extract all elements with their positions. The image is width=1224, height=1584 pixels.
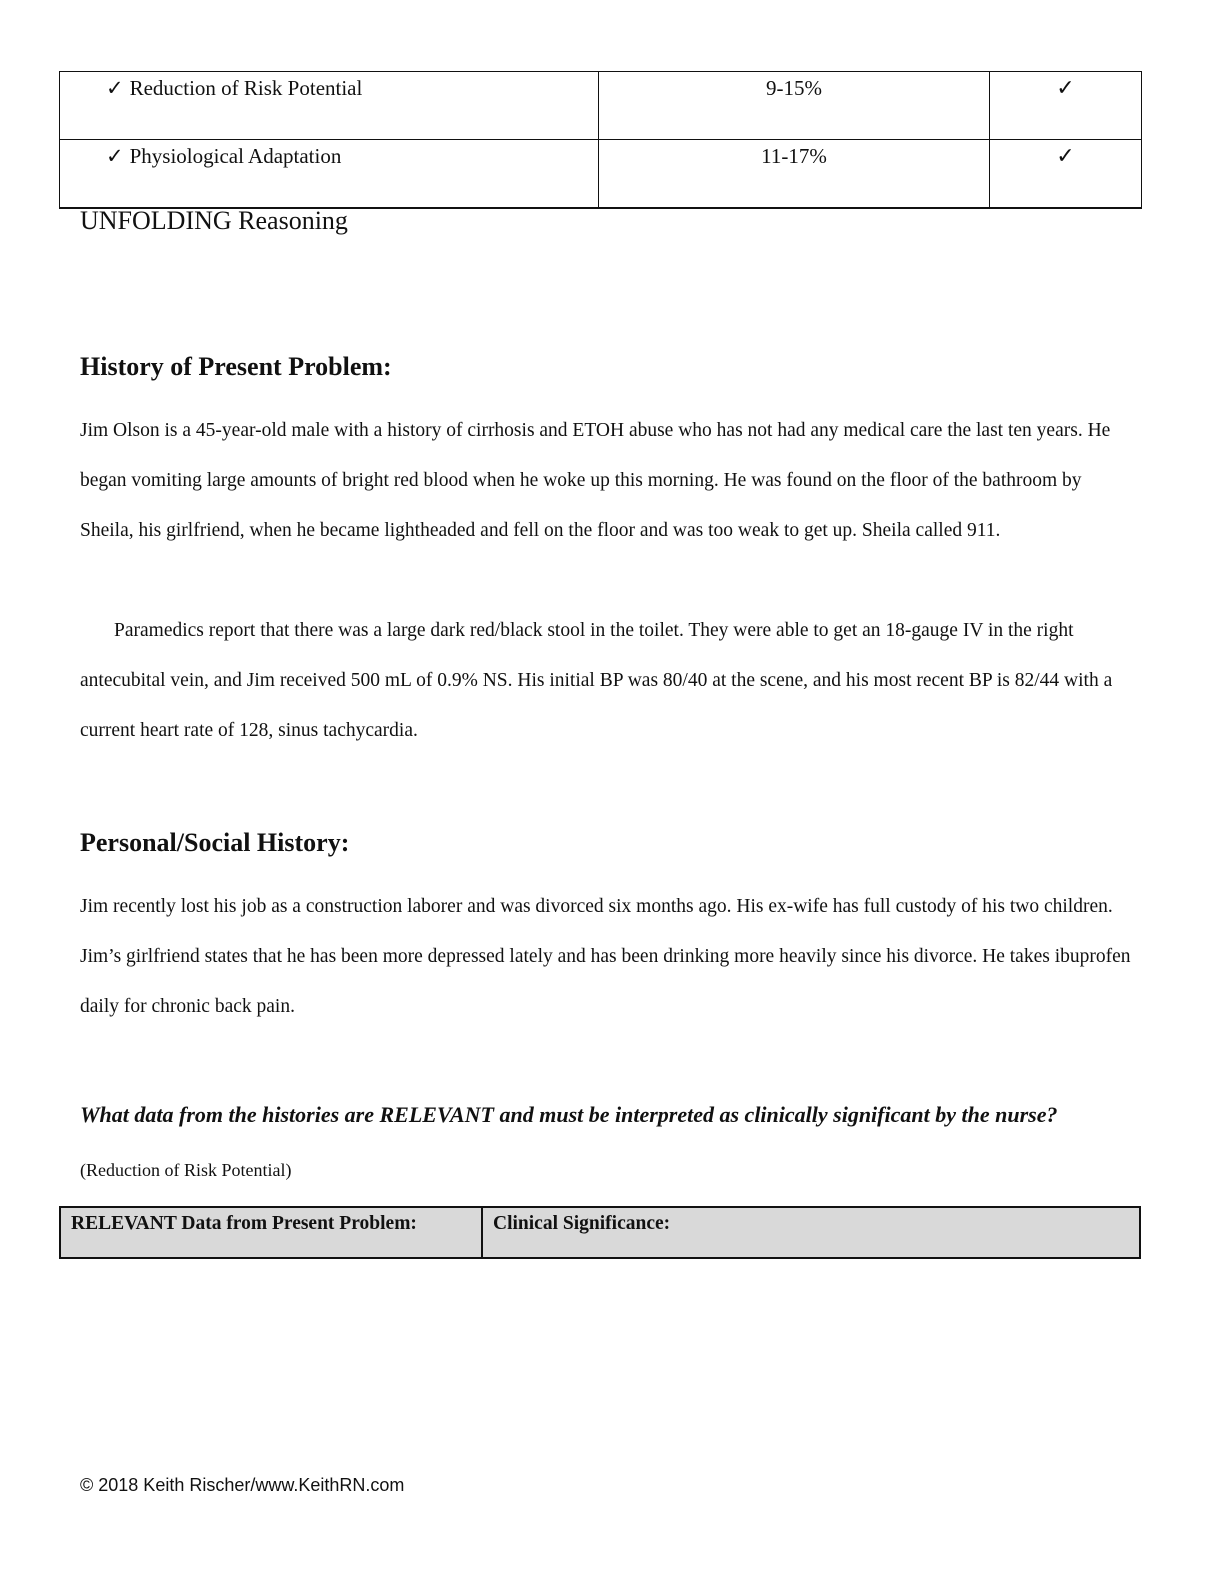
question-note: (Reduction of Risk Potential) [80,1160,292,1180]
table-row [60,72,1142,140]
check-icon: ✓ [106,76,124,100]
table-row [60,140,1142,209]
copyright-footer: © 2018 Keith Rischer/www.KeithRN.com [80,1475,405,1495]
clinical-significance-header: Clinical Significance: [482,1207,1140,1258]
check-icon: ✓ [1056,144,1075,169]
relevant-data-header: RELEVANT Data from Present Problem: [60,1207,482,1258]
check-icon: ✓ [106,144,124,168]
social-history-paragraph: Jim recently lost his job as a construction laborer and was divorced six months ago. His ex-wife has full custody of his two children. Jim’s girlfriend states that he has been more depressed lately and has been drinking more heavily since his divorce. He takes ibuprofen daily for chronic back pain. [80,896,1131,1017]
question-text: What data from the histories are RELEVANT and must be interpreted as clinically significant by the nurse? [80,1102,1058,1127]
mark-cell [990,72,1142,140]
percent-cell: 9-15% [599,72,990,140]
category-cell [60,140,599,209]
history-paragraph-2: Paramedics report that there was a large dark red/black stool in the toilet. They were able to get an 18-gauge IV in the right antecubital vein, and Jim received 500 mL of 0.9% NS. His initial BP was 80/40 at the scene, and his most recent BP is 82/44 with a current heart rate of 128, sinus tachycardia. [80,620,1113,741]
relevant-data-table [59,1206,1141,1259]
percent-cell: 11-17% [599,140,990,209]
document-title: UNFOLDING Reasoning [80,206,348,235]
nclex-category-table [59,71,1142,209]
history-heading: History of Present Problem: [80,352,392,381]
social-history-heading: Personal/Social History: [80,828,350,857]
history-paragraph-1: Jim Olson is a 45-year-old male with a history of cirrhosis and ETOH abuse who has not had any medical care the last ten years. He began vomiting large amounts of bright red blood when he woke up this morning. He was found on the floor of the bathroom by Sheila, his girlfriend, when he became lightheaded and fell on the floor and was too weak to get up. Sheila called 911. [80,420,1111,541]
check-icon: ✓ [1056,76,1075,101]
category-label: Physiological Adaptation [129,144,342,168]
category-label: Reduction of Risk Potential [129,76,363,100]
table-row [60,1207,1140,1258]
mark-cell [990,140,1142,209]
category-cell [60,72,599,140]
